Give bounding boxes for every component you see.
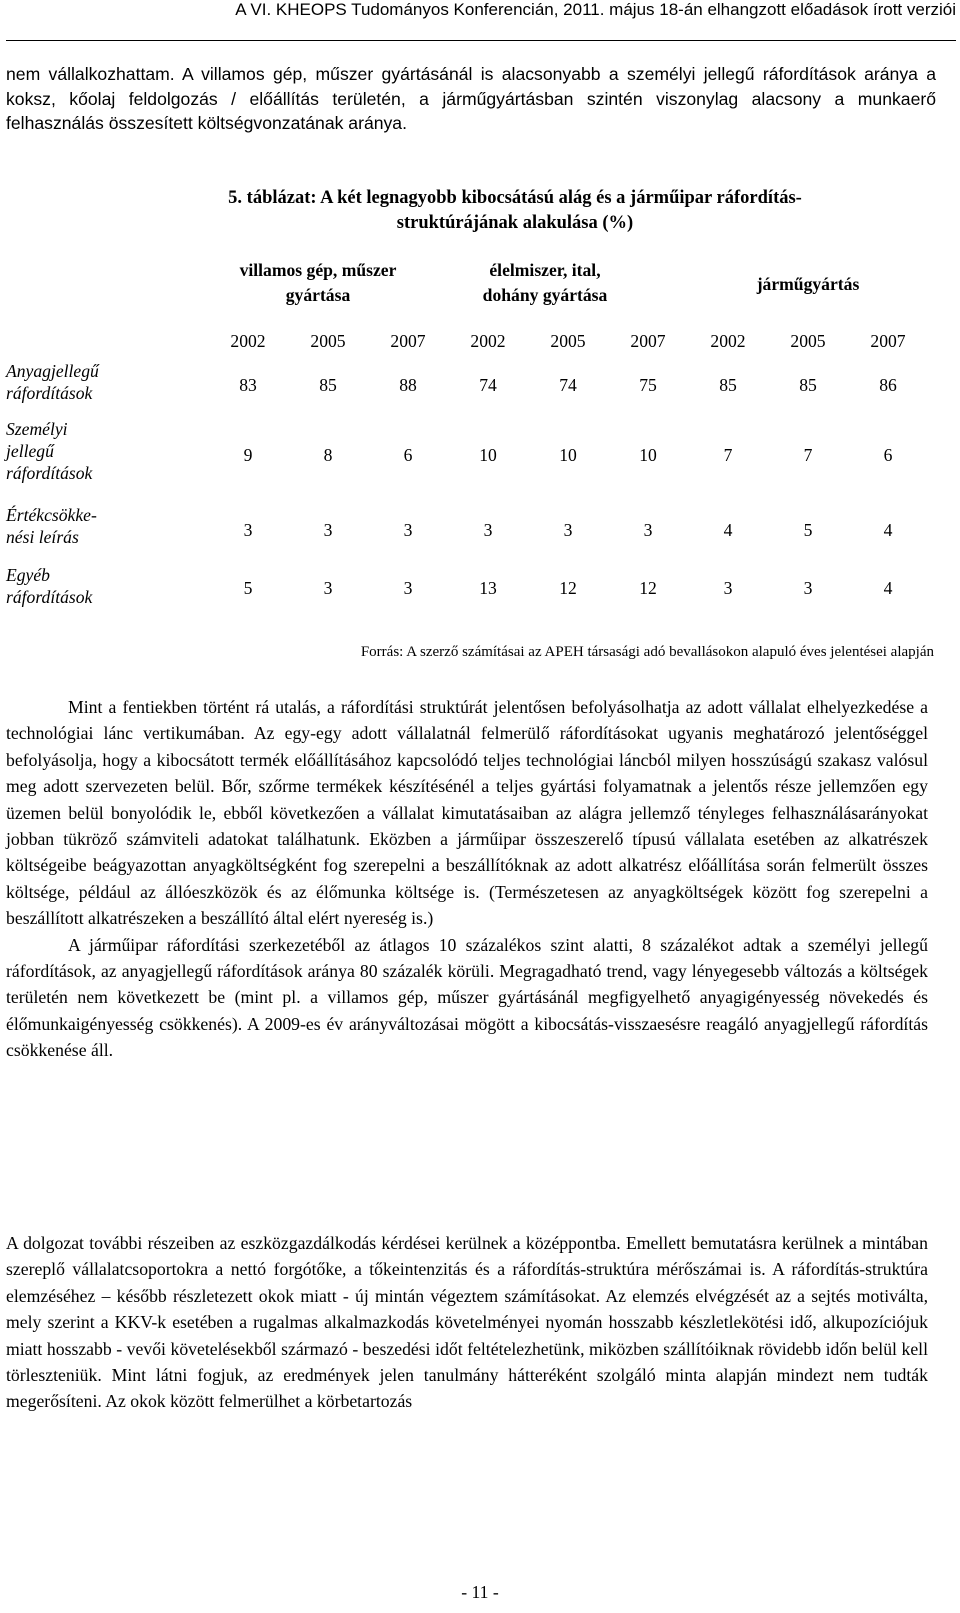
- group-header-line: villamos gép, műszer: [239, 260, 397, 280]
- header-text: A VI. KHEOPS Tudományos Konferencián, 2011. május 18-án elhangzott előadások írott verziói: [235, 0, 956, 19]
- table-row: [208, 373, 928, 398]
- table-cell: 3: [243, 520, 253, 540]
- group-header-jarmu: [688, 272, 928, 297]
- group-header-line: élelmiszer, ital,: [489, 260, 601, 280]
- table-cell: 4: [723, 520, 733, 540]
- table-years-row: [208, 329, 928, 354]
- table-cell: 3: [323, 578, 333, 598]
- table-row: [208, 443, 928, 468]
- table-cell: 10: [559, 445, 577, 465]
- year-cell: 2002: [710, 331, 746, 351]
- year-cell: 2007: [390, 331, 426, 351]
- year-cell: 2007: [870, 331, 906, 351]
- paragraph-3: A dolgozat további részeiben az eszközgazdálkodás kérdései kerülnek a középpontba. Emellett bemutatásra kerülnek a mintában szereplő vállalatcsoportokra a nettó forgótőke, a tőkeintenzitás és a ráfordítás-struktúra mérőszámai is. A ráfordítás-struktúra elemzéséhez – később részletezett okok miatt - új mintán végeztem számításokat. Az elemzés elvégzését az a sejtés motiválta, mely szerint a KKV-k esetében a rugalmas alkalmazkodás követelményei nyomán hosszabb készletlekötési idő, alkupozíciójuk miatt hosszabb - vevői követelésekből származó - beszedési időt feltételezhetünk, miközben szállítóiknak rövidebb időn belül kell törleszteniük. Mint látni fogjuk, az eredmények jelen tanulmány hátteréként szolgáló minta alapján mindezt nem tudták megerősíteni. Az okok között felmerülhet a körbetartozás: [6, 1233, 928, 1412]
- row-label-ertekcsokkenesi: [6, 504, 176, 548]
- table-caption-line1: 5. táblázat: A két legnagyobb kibocsátású alág és a járműipar ráfordítás-: [228, 188, 802, 208]
- year-cell: 2005: [310, 331, 346, 351]
- table-cell: 88: [399, 375, 417, 395]
- row-label-line: Értékcsökke-: [6, 505, 97, 525]
- table-cell: 3: [803, 578, 813, 598]
- table-cell: 85: [719, 375, 737, 395]
- table-cell: 3: [323, 520, 333, 540]
- row-label-line: Személyi: [6, 419, 68, 439]
- table-cell: 9: [243, 445, 253, 465]
- table-caption-line2: struktúrájának alakulása (%): [396, 213, 634, 233]
- year-cell: 2005: [550, 331, 586, 351]
- header-rule: [6, 40, 956, 41]
- row-label-szemelyi: [6, 418, 176, 484]
- table-cell: 83: [239, 375, 257, 395]
- table-cell: 74: [479, 375, 497, 395]
- row-label-egyeb: [6, 564, 176, 608]
- table-cell: 12: [559, 578, 577, 598]
- body-text-2: [6, 1230, 928, 1415]
- table-cell: 8: [323, 445, 333, 465]
- group-header-line: dohány gyártása: [482, 285, 608, 305]
- body-text: [6, 694, 928, 1064]
- row-label-line: nési leírás: [6, 527, 79, 547]
- table-cell: 85: [799, 375, 817, 395]
- table-cell: 10: [639, 445, 657, 465]
- table-cell: 5: [243, 578, 253, 598]
- year-cell: 2007: [630, 331, 666, 351]
- year-cell: 2002: [230, 331, 266, 351]
- table-caption: [90, 186, 940, 236]
- group-header-line: gyártása: [285, 285, 351, 305]
- table-cell: 6: [883, 445, 893, 465]
- table-cell: 86: [879, 375, 897, 395]
- paragraph-1: Mint a fentiekben történt rá utalás, a ráfordítási struktúrát jelentősen befolyásolhatja az adott vállalat elhelyezkedése a technológiai lánc vertikumában. Az egy-egy adott vállalatnál felmerülő ráfordításokat ugyanis meghatározó jelentőséggel befolyásolja, hogy a kibocsátott termék előállításához kapcsolódó teljes technológiai láncból milyen hosszúságú szakasz valósul meg adott szervezeten belül. Bőr, szőrme termékek készítésénél a teljes gyártási folyamatnak a jelentős része jellemzően egy üzemen belül bonyolódik le, ebből következően a vállalat kimutatásaiban az alágra jellemző tényleges felhasználásarányokat jobban tükröző számviteli adatokat találhatunk. Eközben a járműipar összeszerelő típusú vállalata esetében az alkatrészek költségeibe beágyazottan anyagköltségként fog szerepelni a beszállítóknak az adott alkatrész előállítása során felmerült összes költsége, például az állóeszközök és az élőmunka költsége is. (Természetesen az anyagköltségek között fog szerepelni a beszállított alkatrészeken a beszállító által elért nyereség is.): [6, 697, 928, 929]
- group-header-villamos: [208, 258, 428, 308]
- row-label-line: Anyagjellegű: [6, 361, 99, 381]
- row-label-line: ráfordítások: [6, 587, 93, 607]
- year-cell: 2002: [470, 331, 506, 351]
- table-cell: 10: [479, 445, 497, 465]
- table-cell: 13: [479, 578, 497, 598]
- table-cell: 75: [639, 375, 657, 395]
- table-row: [208, 518, 928, 543]
- row-label-line: Egyéb: [6, 565, 50, 585]
- table-cell: 3: [723, 578, 733, 598]
- intro-paragraph: nem vállalkozhattam. A villamos gép, műszer gyártásánál is alacsonyabb a személyi jellegű ráfordítások aránya a koksz, kőolaj feldolgozás / előállítás területén, a járműgyártásban szintén viszonylag alacsony a munkaerő felhasználás összesített költségvonzatának aránya.: [6, 64, 936, 134]
- row-label-line: jellegű: [6, 441, 54, 461]
- paragraph-2: A járműipar ráfordítási szerkezetéből az átlagos 10 százalékos szint alatti, 8 százalékot adtak a személyi jellegű ráfordítások, az anyagjellegű ráfordítások aránya 80 százalék körüli. Megragadható trend, vagy lényegesebb változás a költségek területén nem következett be (mint pl. a villamos gép, műszer gyártásánál megfigyelhető anyagigényesség növekedés és élőmunkaigényesség csökkenés). A 2009-es év arányváltozásai mögött a kibocsátás-visszaesésre reagáló anyagjellegű ráfordítás csökkenése áll.: [6, 934, 928, 1061]
- table-source: Forrás: A szerző számításai az APEH társasági adó bevallásokon alapuló éves jelentései alapján: [360, 644, 934, 660]
- group-header-elelmiszer: [440, 258, 650, 308]
- row-label-line: ráfordítások: [6, 383, 93, 403]
- page-header: [0, 0, 960, 40]
- table-cell: 4: [883, 578, 893, 598]
- table-cell: 85: [319, 375, 337, 395]
- table-row: [208, 576, 928, 601]
- table-cell: 3: [563, 520, 573, 540]
- year-cell: 2005: [790, 331, 826, 351]
- page-number: - 11 -: [461, 1582, 499, 1602]
- table-cell: 4: [883, 520, 893, 540]
- table-cell: 3: [643, 520, 653, 540]
- table-cell: 3: [403, 578, 413, 598]
- group-header-line: járműgyártás: [756, 274, 860, 294]
- row-label-anyagjellegu: [6, 360, 176, 404]
- table-cell: 7: [723, 445, 733, 465]
- row-label-line: ráfordítások: [6, 463, 93, 483]
- table-cell: 5: [803, 520, 813, 540]
- table-cell: 74: [559, 375, 577, 395]
- table-cell: 3: [403, 520, 413, 540]
- table-cell: 3: [483, 520, 493, 540]
- table-cell: 7: [803, 445, 813, 465]
- table-cell: 12: [639, 578, 657, 598]
- table-cell: 6: [403, 445, 413, 465]
